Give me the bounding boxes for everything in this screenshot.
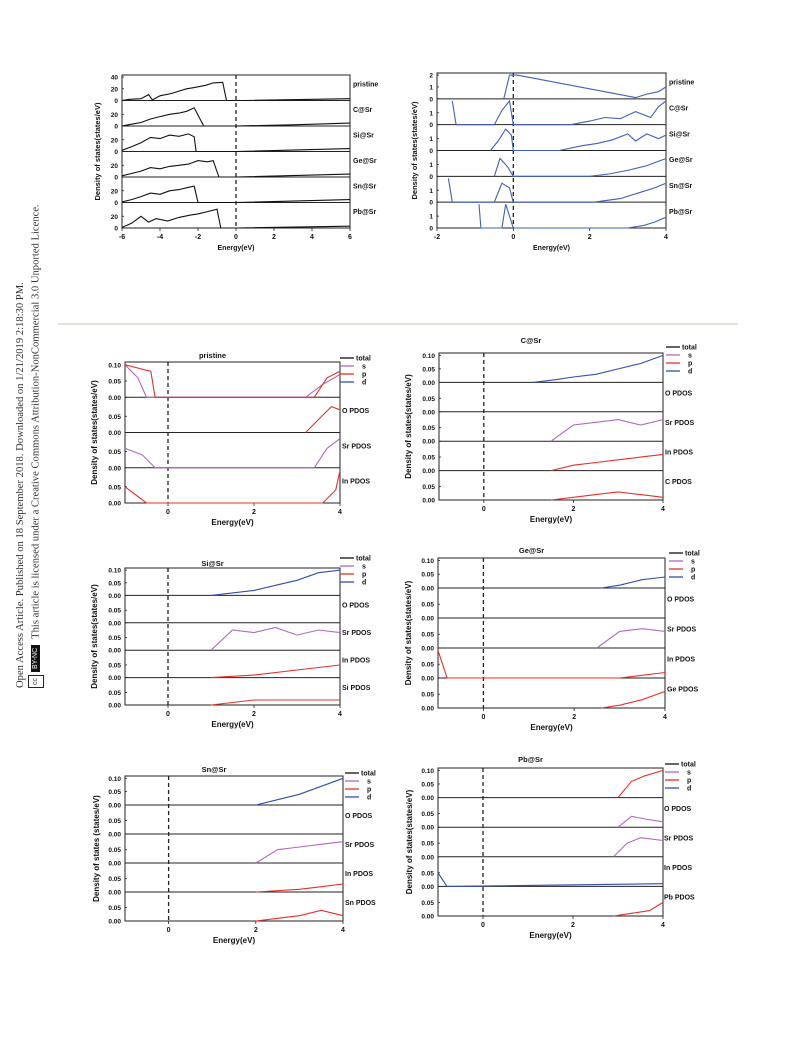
x-tick-label: 2 [253, 927, 258, 934]
y-tick-label: 0.00 [421, 585, 434, 593]
dos-curve [438, 650, 665, 678]
y-axis-label: Density of states(states/eV) [404, 374, 413, 479]
dos-curve [601, 691, 665, 708]
panel-label: pristine [669, 79, 695, 87]
y-tick-label: 0.10 [108, 775, 121, 783]
plot-frame-6 [125, 776, 343, 921]
dos-curve [125, 471, 340, 503]
legend-label-d: d [691, 574, 696, 582]
chart-title: Si@Sr [201, 559, 224, 568]
x-tick-label: -4 [156, 234, 164, 241]
panel-label: C PDOS [665, 478, 692, 486]
y-tick-label: 40 [110, 74, 118, 82]
y-tick-label: 0 [429, 148, 433, 155]
y-tick-label: 0.00 [108, 430, 121, 437]
dos-curve [211, 628, 340, 651]
chart-title: Pb@Sr [518, 755, 543, 764]
x-tick-label: 4 [663, 714, 667, 721]
y-tick-label: 0.00 [422, 409, 435, 417]
panel-label: Ge@Sr [669, 157, 693, 165]
x-tick-label: 4 [310, 234, 314, 241]
dos-curve [211, 700, 340, 705]
y-tick-label: 1 [429, 84, 433, 92]
y-tick-label: 0 [114, 225, 118, 233]
panel-label: Ge@Sr [353, 157, 377, 165]
legend-label-total: total [361, 770, 376, 778]
legend-label-s: s [362, 563, 366, 571]
y-tick-label: 0.05 [421, 811, 434, 819]
y-tick-label: 1 [429, 213, 433, 221]
x-tick-label: 2 [571, 506, 576, 513]
x-tick-label: 0 [166, 509, 170, 516]
x-tick-label: 4 [664, 234, 668, 241]
dos-curve [125, 365, 340, 398]
dos-curve [256, 910, 343, 921]
y-tick-label: 0.00 [108, 860, 121, 868]
panel-label: O PDOS [342, 408, 370, 416]
legend-label-total: total [682, 344, 697, 352]
panel-label: In PDOS [342, 478, 371, 486]
dos-curve [614, 902, 664, 916]
panel-label: pristine [353, 81, 379, 89]
y-tick-label: 1 [429, 136, 433, 144]
y-tick-label: 0.05 [422, 395, 435, 403]
chart-title: Sn@Sr [201, 765, 227, 774]
dos-curve [448, 178, 666, 202]
y-tick-label: 0.00 [421, 675, 434, 683]
y-tick-label: 0.00 [421, 705, 434, 713]
panel-label: Si PDOS [342, 684, 371, 692]
y-tick-label: 0.00 [108, 394, 121, 402]
legend-label-d: d [362, 379, 367, 387]
y-tick-label: 0 [429, 173, 433, 181]
plot-frame-4 [125, 568, 340, 705]
panel-label: Sr PDOS [665, 420, 695, 428]
y-tick-label: 0.05 [421, 781, 434, 789]
panel-label: Sr PDOS [664, 835, 694, 843]
x-axis-label: Energy(eV) [529, 515, 573, 524]
chart-title: Ge@Sr [518, 546, 545, 555]
x-tick-label: -2 [433, 234, 441, 241]
licence-line[interactable]: This article is licensed under a Creative Commons Attribution-NonCommercial 3.0 Unported Licence. [30, 204, 42, 639]
y-tick-label: 0.00 [108, 802, 121, 810]
x-tick-label: 4 [661, 922, 665, 929]
y-tick-label: 0.00 [108, 831, 121, 839]
y-tick-label: 0.05 [422, 454, 435, 462]
dos-curve [614, 838, 664, 857]
dos-curve [211, 665, 340, 678]
panel-label: In PDOS [664, 865, 693, 873]
panel-label: Sr PDOS [345, 842, 375, 850]
legend-label-d: d [362, 579, 367, 587]
panel-label: In PDOS [345, 871, 374, 879]
y-tick-label: 0.00 [421, 854, 434, 862]
y-tick-label: 1 [429, 161, 433, 169]
y-tick-label: 0.00 [422, 497, 435, 505]
legend-label-s: s [688, 352, 692, 360]
y-tick-label: 0.00 [108, 620, 121, 628]
y-axis-label: Density of states(states/eV) [90, 584, 99, 689]
chart-title: C@Sr [520, 336, 542, 345]
panel-label: In PDOS [342, 657, 371, 665]
y-tick-label: 0.10 [421, 557, 434, 565]
dos-curve [211, 570, 340, 595]
y-tick-label: 0.00 [421, 795, 434, 803]
y-tick-label: 0.00 [108, 500, 121, 508]
x-tick-label: 2 [571, 922, 575, 929]
panel-label: Sn@Sr [669, 182, 693, 190]
y-tick-label: 0.05 [422, 366, 435, 374]
panel-label: C@Sr [669, 105, 689, 113]
y-tick-label: 0.00 [108, 918, 121, 926]
y-axis-label: Density of states (states/eV) [92, 795, 101, 902]
y-tick-label: 0.05 [108, 378, 121, 386]
y-tick-label: 0 [429, 96, 433, 104]
y-tick-label: 0 [114, 174, 118, 182]
x-tick-label: 0 [511, 234, 516, 241]
y-tick-label: 0 [429, 122, 433, 130]
plot-frame-5 [438, 558, 665, 708]
y-tick-label: 0 [114, 98, 118, 105]
panel-label: Sr PDOS [342, 443, 372, 451]
x-tick-label: 4 [341, 927, 345, 934]
y-tick-label: 0.05 [108, 635, 121, 643]
panel-label: O PDOS [665, 390, 693, 398]
legend-label-total: total [685, 550, 700, 558]
dos-curve [597, 629, 665, 648]
legend-label-s: s [687, 769, 691, 777]
y-tick-label: 20 [110, 188, 118, 196]
y-tick-label: 0.05 [422, 425, 435, 433]
x-tick-label: -2 [194, 234, 202, 241]
dos-curve [256, 778, 343, 805]
y-tick-label: 0.05 [108, 484, 121, 492]
y-tick-label: 0.10 [421, 767, 434, 775]
y-axis-label: Density of states(states/eV) [410, 101, 419, 200]
dos-curve [125, 439, 340, 468]
dos-curve [533, 355, 663, 382]
x-axis-label: Energy(eV) [212, 936, 256, 945]
y-tick-label: 0.00 [421, 615, 434, 623]
y-tick-label: 0.00 [108, 702, 121, 710]
panel-label: O PDOS [667, 596, 695, 604]
legend-label-total: total [356, 355, 371, 363]
x-tick-label: 6 [348, 234, 352, 241]
dos-curve [256, 884, 343, 892]
dos-curve [504, 75, 666, 99]
x-tick-label: 4 [338, 711, 342, 718]
legend-label-s: s [691, 558, 695, 566]
dos-curve [551, 420, 663, 442]
legend-label-s: s [362, 363, 366, 371]
dos-curve [125, 365, 340, 398]
y-tick-label: 0.05 [108, 905, 121, 913]
y-tick-label: 0.10 [422, 352, 435, 360]
y-tick-label: 0.05 [108, 847, 121, 855]
legend-label-total: total [356, 555, 371, 563]
y-tick-label: 0.00 [108, 889, 121, 897]
panel-label: Si@Sr [353, 132, 374, 140]
y-tick-label: 0.05 [421, 601, 434, 609]
y-tick-label: 0.10 [108, 362, 121, 370]
y-tick-label: 0.05 [108, 662, 121, 670]
legend-label-s: s [367, 778, 371, 786]
y-tick-label: 20 [110, 162, 118, 170]
y-tick-label: 0.05 [421, 899, 434, 907]
y-tick-label: 0.00 [421, 913, 434, 921]
x-tick-label: 0 [481, 506, 486, 513]
y-tick-label: 0.00 [108, 675, 121, 683]
y-tick-label: 0.00 [108, 465, 121, 473]
x-tick-label: 0 [166, 711, 170, 718]
dos-curve [551, 454, 663, 470]
y-tick-label: 2 [429, 72, 433, 80]
legend-label-p: p [688, 360, 693, 368]
panel-label: Pb PDOS [664, 894, 695, 902]
x-axis-label: Energy(eV) [211, 518, 254, 527]
y-tick-label: 0.00 [422, 438, 435, 446]
y-tick-label: 0.05 [421, 631, 434, 639]
y-axis-label: Density of states(states/eV) [405, 789, 414, 895]
y-tick-label: 0.05 [421, 661, 434, 669]
y-tick-label: 0.05 [108, 580, 121, 588]
cc-by-nc-badge: BY-NC [31, 645, 40, 672]
dos-curve [618, 770, 663, 797]
panel-label: Si@Sr [669, 131, 690, 139]
y-tick-label: 0.05 [421, 691, 434, 699]
y-tick-label: 20 [110, 111, 118, 119]
y-tick-label: 0.05 [421, 870, 434, 878]
x-tick-label: 2 [272, 234, 276, 241]
y-tick-label: 0.05 [108, 876, 121, 884]
x-tick-label: 0 [481, 714, 486, 721]
panel-label: Ge PDOS [667, 686, 699, 694]
cc-icon: cc [28, 675, 44, 688]
y-tick-label: 0.05 [108, 818, 121, 826]
x-tick-label: -6 [118, 234, 126, 241]
dos-curve [601, 577, 665, 588]
access-line: Open Access Article. Published on 18 September 2018. Downloaded on 1/21/2019 2:18:30 PM. [15, 282, 26, 688]
y-tick-label: 1 [429, 110, 433, 118]
y-tick-label: 20 [110, 86, 118, 94]
y-tick-label: 0 [429, 199, 433, 207]
y-tick-label: 0.00 [108, 647, 121, 655]
y-tick-label: 0.10 [108, 567, 121, 575]
panel-label: O PDOS [342, 602, 370, 610]
dos-curve [490, 129, 666, 150]
x-tick-label: 0 [234, 234, 238, 241]
y-tick-label: 0.05 [421, 840, 434, 848]
panel-label: O PDOS [345, 813, 373, 821]
panel-label: In PDOS [665, 449, 694, 457]
dos-curve [438, 873, 663, 887]
panel-label: C@Sr [353, 106, 373, 114]
y-tick-label: 0.05 [108, 607, 121, 615]
x-tick-label: 2 [252, 711, 256, 718]
legend-label-p: p [367, 786, 372, 794]
y-tick-label: 20 [110, 137, 118, 145]
x-axis-label: Energy(eV) [529, 931, 572, 940]
legend-label-d: d [688, 368, 693, 376]
dos-curve [452, 101, 666, 125]
y-tick-label: 0.00 [421, 824, 434, 832]
x-tick-label: 4 [338, 509, 342, 516]
chart-title: pristine [198, 351, 227, 360]
y-tick-label: 0 [429, 225, 433, 233]
y-tick-label: 0.00 [422, 379, 435, 387]
dos-curve [479, 204, 666, 228]
y-tick-label: 0 [114, 123, 118, 131]
dos-curve [256, 842, 343, 863]
y-tick-label: 0.05 [108, 689, 121, 697]
y-axis-label: Density of states(states/eV) [93, 102, 102, 201]
x-tick-label: 2 [587, 234, 592, 241]
y-tick-label: 0.00 [422, 468, 435, 476]
panel-label: Pb@Sr [353, 208, 377, 216]
panel-label: Sr PDOS [667, 626, 697, 634]
y-tick-label: 0 [114, 200, 118, 207]
y-tick-label: 20 [110, 213, 118, 221]
legend-label-p: p [687, 777, 692, 785]
x-axis-label: Energy(eV) [211, 720, 254, 729]
panel-label: In PDOS [667, 656, 696, 664]
x-axis-label: Energy(eV) [217, 245, 255, 252]
legend-label-d: d [367, 794, 372, 802]
y-tick-label: 0.05 [108, 789, 121, 797]
y-axis-label: Density of states(states/eV) [404, 580, 413, 686]
dos-curve [494, 159, 666, 177]
legend-label-total: total [681, 761, 696, 769]
legend-label-p: p [362, 571, 367, 579]
x-tick-label: 2 [252, 509, 256, 516]
x-tick-label: 4 [661, 506, 665, 513]
panel-label: Sn PDOS [345, 900, 376, 908]
x-tick-label: 0 [481, 922, 485, 929]
x-axis-label: Energy(eV) [533, 245, 570, 252]
panel-label: O PDOS [664, 805, 692, 813]
y-tick-label: 0.05 [421, 571, 434, 579]
panel-label: Sn@Sr [353, 183, 377, 191]
dos-curve [618, 816, 663, 827]
y-tick-label: 0.05 [108, 413, 121, 421]
y-tick-label: 0.00 [421, 645, 434, 653]
x-tick-label: 2 [572, 714, 577, 721]
legend-label-p: p [362, 371, 367, 379]
y-tick-label: 0.00 [108, 592, 121, 600]
legend-label-p: p [691, 566, 696, 574]
legend-label-d: d [687, 785, 692, 793]
y-tick-label: 0.05 [108, 449, 121, 457]
panel-label: Sr PDOS [342, 630, 372, 638]
x-axis-label: Energy(eV) [530, 723, 573, 732]
dos-curve [551, 492, 663, 500]
y-tick-label: 1 [429, 187, 433, 195]
y-tick-label: 0.00 [421, 883, 434, 891]
x-tick-label: 0 [166, 927, 171, 934]
y-tick-label: 0 [114, 149, 118, 156]
y-tick-label: 0.05 [422, 483, 435, 491]
plot-frame-3 [439, 353, 663, 500]
dos-curve [306, 407, 340, 433]
panel-label: Pb@Sr [669, 208, 693, 216]
y-axis-label: Density of states(states/eV) [90, 380, 99, 485]
